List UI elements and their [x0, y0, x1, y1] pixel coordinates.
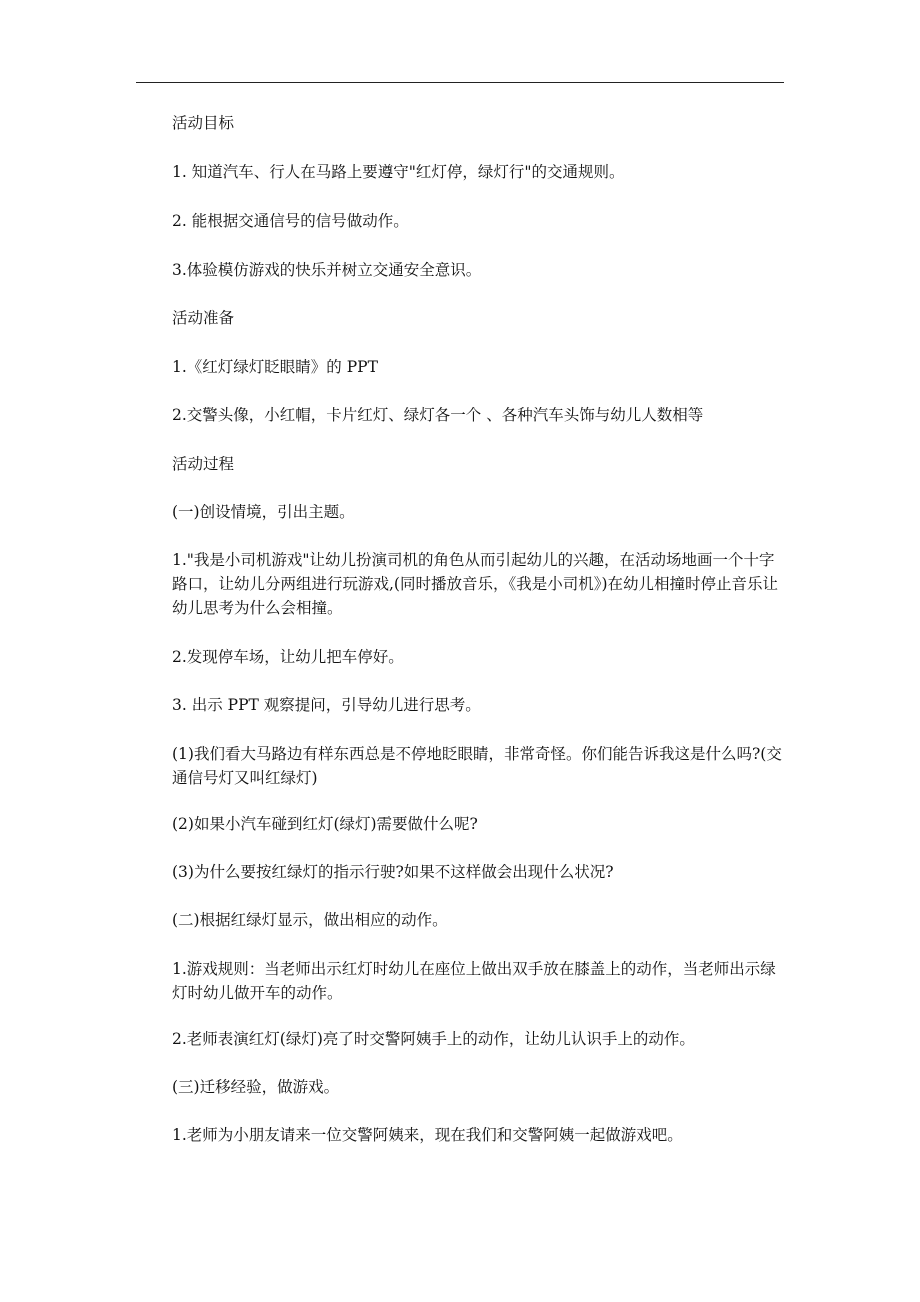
- header-rule: [136, 82, 784, 83]
- process-item-2-2: 2.老师表演红灯(绿灯)亮了时交警阿姨手上的动作，让幼儿认识手上的动作。: [172, 1030, 695, 1048]
- goal-item-3: 3.体验模仿游戏的快乐并树立交通安全意识。: [172, 261, 482, 279]
- question-1: (1)我们看大马路边有样东西总是不停地眨眼睛，非常奇怪。你们能告诉我这是什么吗?(交通信号灯又叫红绿灯): [172, 745, 782, 787]
- process-item-1-1: 1."我是小司机游戏"让幼儿扮演司机的角色从而引起幼儿的兴趣，在活动场地画一个十字路口，让幼儿分两组进行玩游戏,(同时播放音乐，《我是小司机》)在幼儿相撞时停止音乐让幼儿思考为什么会相撞。: [172, 551, 779, 617]
- subsection-heading-1: (一)创设情境，引出主题。: [172, 503, 355, 521]
- process-item-1-2: 2.发现停车场，让幼儿把车停好。: [172, 648, 404, 666]
- question-3: (3)为什么要按红绿灯的指示行驶?如果不这样做会出现什么状况?: [172, 863, 614, 881]
- preparation-item-1: 1.《红灯绿灯眨眼睛》的 PPT: [172, 358, 378, 376]
- process-item-2-1: 1.游戏规则：当老师出示红灯时幼儿在座位上做出双手放在膝盖上的动作，当老师出示绿灯时幼儿做开车的动作。: [172, 960, 776, 1002]
- section-heading-preparation: 活动准备: [172, 309, 235, 327]
- preparation-item-2: 2.交警头像，小红帽，卡片红灯、绿灯各一个 、各种汽车头饰与幼儿人数相等: [172, 406, 704, 424]
- subsection-heading-2: (二)根据红绿灯显示，做出相应的动作。: [172, 911, 448, 929]
- section-heading-process: 活动过程: [172, 455, 235, 473]
- process-item-3-1: 1.老师为小朋友请来一位交警阿姨来，现在我们和交警阿姨一起做游戏吧。: [172, 1126, 683, 1144]
- subsection-heading-3: (三)迁移经验，做游戏。: [172, 1078, 340, 1096]
- goal-item-1: 1. 知道汽车、行人在马路上要遵守"红灯停，绿灯行"的交通规则。: [172, 163, 625, 181]
- process-item-1-3: 3. 出示 PPT 观察提问，引导幼儿进行思考。: [172, 696, 481, 714]
- section-heading-goals: 活动目标: [172, 114, 235, 132]
- goal-item-2: 2. 能根据交通信号的信号做动作。: [172, 212, 409, 230]
- question-2: (2)如果小汽车碰到红灯(绿灯)需要做什么呢?: [172, 815, 478, 833]
